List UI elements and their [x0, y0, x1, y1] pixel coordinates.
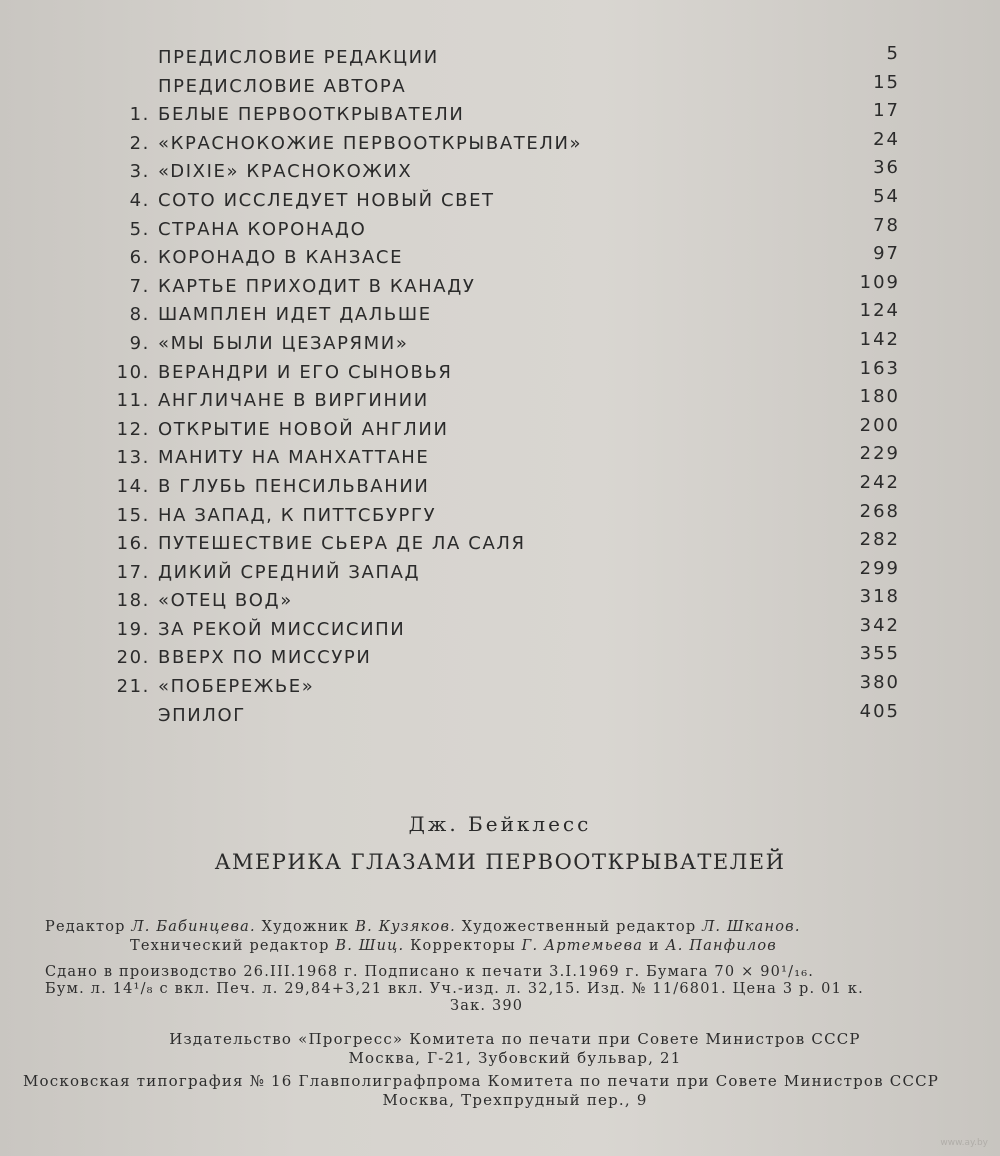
- toc-entry: [110, 244, 900, 273]
- artist-label: Художник: [261, 919, 350, 935]
- toc-entry-page: 97: [873, 243, 900, 265]
- toc-entry: [110, 502, 900, 531]
- toc-entry-number: 2.: [129, 132, 150, 154]
- toc-entry-title: ВЕРАНДРИ И ЕГО СЫНОВЬЯ: [158, 361, 453, 383]
- toc-entry-page: 380: [859, 672, 900, 694]
- printer-line-2: Москва, Трехпрудный пер., 9: [382, 1091, 648, 1109]
- toc-entry-page: 268: [859, 500, 900, 522]
- toc-entry-title: БЕЛЫЕ ПЕРВООТКРЫВАТЕЛИ: [158, 104, 465, 126]
- toc-entry-page: 15: [873, 71, 900, 93]
- toc-entry-page: 282: [859, 529, 900, 551]
- toc-entry: [110, 359, 900, 388]
- toc-entry-number: 21.: [116, 676, 150, 698]
- watermark: www.ay.by: [940, 1138, 988, 1148]
- toc-entry: [110, 473, 900, 502]
- toc-entry: [110, 158, 900, 187]
- toc-entry: [110, 387, 900, 416]
- toc-entry-title: КОРОНАДО В КАНЗАСЕ: [158, 247, 404, 269]
- toc-entry-page: 299: [859, 557, 900, 579]
- toc-entry: [110, 73, 900, 102]
- toc-entry-number: 14.: [116, 475, 150, 497]
- toc-entry-page: 200: [859, 414, 900, 436]
- toc-entry-number: 9.: [129, 332, 150, 354]
- toc-entry: [110, 187, 900, 216]
- credits-block: [45, 918, 985, 956]
- toc-entry-title: ПРЕДИСЛОВИЕ АВТОРА: [158, 75, 407, 97]
- production-line-2: Бум. л. 14¹/₈ с вкл. Печ. л. 29,84+3,21 вкл. Уч.-изд. л. 32,15. Изд. № 11/6801. Цена 3 р. 01 к.: [45, 981, 864, 997]
- toc-entry-title: ЗА РЕКОЙ МИССИСИПИ: [158, 618, 406, 640]
- toc-entry-page: 5: [886, 43, 900, 64]
- order-number: Зак. 390: [450, 998, 524, 1014]
- toc-entry: [110, 702, 900, 731]
- toc-entry-title: ВВЕРХ ПО МИССУРИ: [158, 647, 372, 669]
- toc-entry-title: ШАМПЛЕН ИДЕТ ДАЛЬШЕ: [158, 304, 432, 326]
- toc-entry-number: 6.: [129, 247, 150, 269]
- toc-entry-page: 318: [859, 586, 900, 608]
- toc-entry-number: 15.: [116, 504, 150, 526]
- toc-entry-title: ПРЕДИСЛОВИЕ РЕДАКЦИИ: [158, 47, 439, 68]
- toc-entry-page: 355: [859, 643, 900, 665]
- toc-entry-title: СОТО ИССЛЕДУЕТ НОВЫЙ СВЕТ: [158, 189, 495, 211]
- editor-name: Л. Бабинцева.: [131, 919, 256, 935]
- art-editor-label: Художественный редактор: [461, 919, 697, 935]
- credits-line-2: [45, 937, 985, 956]
- tech-editor-label: Технический редактор: [130, 938, 330, 954]
- toc-entry-number: 13.: [116, 447, 150, 469]
- toc-entry: [110, 559, 900, 588]
- editor-label: Редактор: [45, 919, 126, 935]
- toc-entry-number: 10.: [116, 361, 150, 383]
- toc-entry-title: ОТКРЫТИЕ НОВОЙ АНГЛИИ: [158, 418, 449, 440]
- printer-block: [23, 1072, 985, 1110]
- artist-name: В. Кузяков.: [355, 919, 456, 935]
- table-of-contents: [110, 44, 900, 730]
- toc-entry-title: ЭПИЛОГ: [158, 704, 246, 726]
- toc-entry-title: ПУТЕШЕСТВИЕ СЬЕРА ДЕ ЛА САЛЯ: [158, 533, 526, 555]
- toc-entry-number: 18.: [116, 590, 150, 612]
- toc-entry: [110, 416, 900, 445]
- toc-entry-number: 12.: [116, 418, 150, 440]
- publisher-block: [45, 1030, 985, 1068]
- production-block: [45, 964, 985, 1015]
- art-editor-name: Л. Шканов.: [702, 919, 801, 935]
- toc-entry: [110, 301, 900, 330]
- toc-entry-page: 109: [859, 271, 900, 293]
- toc-entry-number: 11.: [116, 390, 150, 412]
- printer-line-1: Московская типография № 16 Главполиграфпрома Комитета по печати при Совете Министров СССР: [23, 1072, 940, 1090]
- toc-entry-number: 7.: [129, 275, 150, 297]
- tech-editor-name: В. Шиц.: [335, 938, 405, 954]
- toc-entry: [110, 616, 900, 645]
- toc-entry-page: 36: [873, 157, 900, 179]
- toc-entry-page: 180: [859, 386, 900, 408]
- toc-entry-number: 17.: [116, 561, 150, 583]
- proofreader-1-name: Г. Артемьева: [521, 938, 644, 954]
- toc-entry: [110, 101, 900, 130]
- toc-entry-page: 163: [859, 357, 900, 379]
- toc-entry-page: 342: [859, 614, 900, 636]
- toc-entry-title: СТРАНА КОРОНАДО: [158, 218, 367, 240]
- toc-entry-number: 20.: [116, 647, 150, 669]
- publisher-line-2: Москва, Г-21, Зубовский бульвар, 21: [348, 1049, 682, 1067]
- toc-entry-page: 24: [873, 128, 900, 150]
- toc-entry-page: 229: [859, 443, 900, 465]
- toc-entry-title: В ГЛУБЬ ПЕНСИЛЬВАНИИ: [158, 475, 430, 497]
- toc-entry: [110, 44, 900, 73]
- toc-entry-page: 78: [873, 214, 900, 236]
- toc-entry: [110, 216, 900, 245]
- toc-entry-page: 242: [859, 471, 900, 493]
- toc-entry-page: 17: [873, 100, 900, 122]
- toc-entry-number: 5.: [129, 218, 150, 240]
- toc-entry-number: 19.: [116, 618, 150, 640]
- toc-entry: [110, 273, 900, 302]
- toc-entry-title: ДИКИЙ СРЕДНИЙ ЗАПАД: [158, 561, 421, 583]
- toc-entry-page: 54: [873, 185, 900, 207]
- toc-entry-number: 8.: [129, 304, 150, 326]
- toc-entry-title: НА ЗАПАД, К ПИТТСБУРГУ: [158, 504, 437, 526]
- toc-entry-number: 4.: [129, 189, 150, 211]
- toc-entry: [110, 644, 900, 673]
- credits-line-1: [45, 918, 985, 937]
- toc-entry: [110, 587, 900, 616]
- toc-entry-page: 405: [859, 700, 900, 722]
- toc-entry: [110, 130, 900, 159]
- toc-entry: [110, 330, 900, 359]
- proofreader-2-name: А. Панфилов: [665, 938, 777, 954]
- toc-entry-title: «DIXIE» КРАСНОКОЖИХ: [158, 161, 413, 183]
- toc-entry-number: 16.: [116, 533, 150, 555]
- toc-entry-number: 3.: [129, 161, 150, 183]
- toc-entry-page: 124: [859, 300, 900, 322]
- publisher-line-1: Издательство «Прогресс» Комитета по печати при Совете Министров СССР: [169, 1030, 861, 1048]
- toc-entry-title: «МЫ БЫЛИ ЦЕЗАРЯМИ»: [158, 332, 409, 354]
- toc-entry-number: 1.: [129, 104, 150, 126]
- toc-entry-title: МАНИТУ НА МАНХАТТАНЕ: [158, 447, 430, 469]
- production-line-1: Сдано в производство 26.III.1968 г. Подписано к печати 3.I.1969 г. Бумага 70 × 90¹/₁₆.: [45, 964, 815, 980]
- book-title: АМЕРИКА ГЛАЗАМИ ПЕРВООТКРЫВАТЕЛЕЙ: [214, 850, 786, 874]
- toc-entry-title: АНГЛИЧАНЕ В ВИРГИНИИ: [158, 390, 429, 412]
- toc-entry: [110, 530, 900, 559]
- toc-entry-page: 142: [859, 328, 900, 350]
- proofreaders-label: Корректоры: [410, 938, 516, 954]
- toc-entry-title: «ОТЕЦ ВОД»: [158, 590, 293, 612]
- toc-entry: [110, 444, 900, 473]
- and-word: и: [648, 938, 660, 954]
- toc-entry-title: КАРТЬЕ ПРИХОДИТ В КАНАДУ: [158, 275, 476, 297]
- book-author: Дж. Бейклесс: [408, 812, 592, 836]
- toc-entry: [110, 673, 900, 702]
- toc-entry-title: «КРАСНОКОЖИЕ ПЕРВООТКРЫВАТЕЛИ»: [158, 132, 583, 154]
- toc-entry-title: «ПОБЕРЕЖЬЕ»: [158, 676, 315, 698]
